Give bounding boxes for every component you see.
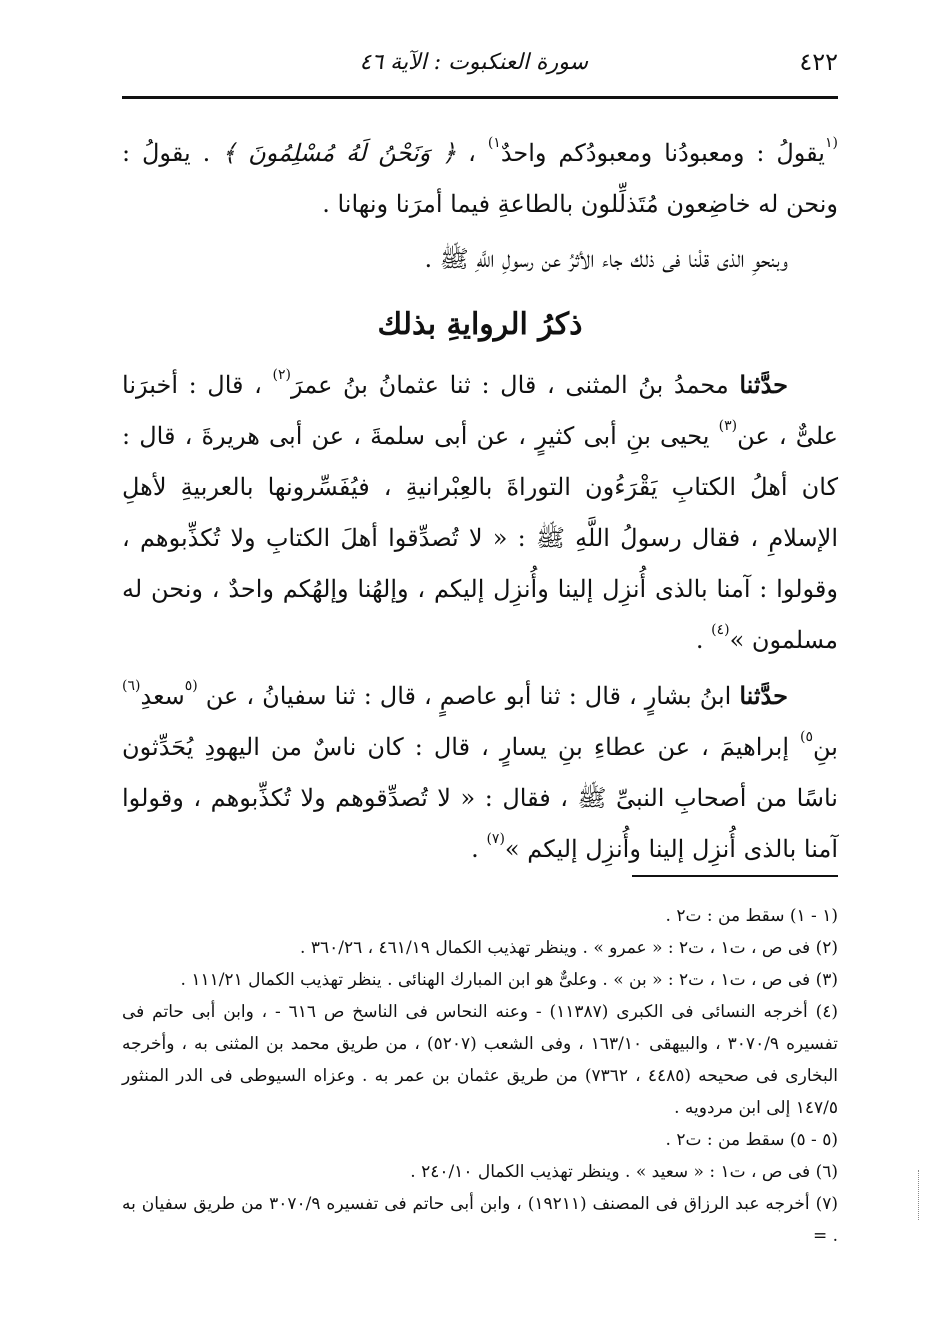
text-span: يحيى بنِ أبى كثيرٍ ، عن أبى سلمةَ ، عن أبى هريرةَ ، قال : كان أهلُ الكتابِ يَقْرَءُون التوراةَ بالعِبْرانيةِ ، فيُفَسِّرونها بالعربيةِ لأهلِ الإسلامِ ، فقال رسولُ اللَّهِ ﷺ : « لا تُصدِّقوا أهلَ الكتابِ ولا تُكذِّبوهم ، وقولوا : آمنا بالذى أُنزِل إلينا وأُنزِل إليكم ، وإلهُنا وإلهُكم واحدٌ ، ونحن له مسلمون » <box>122 422 838 654</box>
text-span: . <box>695 626 704 654</box>
footnote-7: (٧) أخرجه عبد الرزاق فى المصنف (١٩٢١١) ، وابن أبى حاتم فى تفسيره ٣٠٧٠/٩ من طريق سفيان به . = <box>122 1194 838 1246</box>
footnotes <box>122 900 838 1252</box>
footnote-marker: (٦) <box>122 678 141 694</box>
footnote-marker: (٢) <box>272 367 291 383</box>
text-span: ، قال : أخبرَنا علىٌّ ، عن <box>122 371 838 450</box>
footnote-4: (٤) أخرجه النسائى فى الكبرى (١١٣٨٧) - وعنه النحاس فى الناسخ ص ٦١٦ - ، وابن أبى حاتم فى تفسيره ٣٠٧٠/٩ ، والبيهقى ١٦٣/١٠ ، وفى الشعب (٥٢٠٧) ، من طريق محمد بن المثنى به ، وأخرجه البخارى فى صحيحه (٤٤٨٥ ، ٧٣٦٢) من طريق عثمان بن عمر به . وعزاه السيوطى فى الدر المنثور ١٤٧/٥ إلى ابن مردويه . <box>122 1002 839 1118</box>
text-span: سعدِ <box>140 682 185 710</box>
footnote-marker: (٣) <box>718 418 738 434</box>
footnote-6: (٦) فى ص ، ت١ : « سعيد » . وينظر تهذيب الكمال ٢٤٠/١٠ . <box>410 1162 838 1182</box>
running-title: سورة العنكبوت : الآية ٤٦ <box>359 50 588 75</box>
footnote-1: (١ - ١) سقط من : ت٢ . <box>665 906 838 926</box>
footnote-marker: (١ <box>825 135 838 151</box>
margin-mark <box>918 1170 920 1220</box>
footnote-marker: (٧) <box>486 831 505 847</box>
page-header <box>122 48 838 84</box>
footnote-2: (٢) فى ص ، ت١ ، ت٢ : « عمرو » . وينظر تهذيب الكمال ٤٦١/١٩ ، ٣٦٠/٢٦ . <box>300 938 838 958</box>
footnote-marker: ٥) <box>800 729 814 745</box>
text-span: . <box>471 835 479 863</box>
footnote-3: (٣) فى ص ، ت١ ، ت٢ : « بن » . وعلىٌّ هو ابن المبارك الهنائى . ينظر تهذيب الكمال ١١١/٢١ . <box>180 970 838 990</box>
paragraph-3 <box>122 359 838 666</box>
text-span: إبراهيمَ ، عن عطاءِ بنِ يسارٍ ، قال : كان ناسٌ من اليهودِ يُحَدِّثون ناسًا من أصحابِ النبىِّ ﷺ ، فقال : « لا تُصدِّقوهم ولا تُكذِّبوهم ، وقولوا آمنا بالذى أُنزِل إلينا وأُنزِل إليكم » <box>122 733 838 863</box>
section-heading: ذكرُ الروايةِ بذلك <box>377 307 583 342</box>
footnote-5: (٥ - ٥) سقط من : ت٢ . <box>665 1130 838 1150</box>
text-span: بنِ <box>813 733 838 761</box>
footnote-marker: ١) <box>487 135 501 151</box>
text-span: . يقولُ : ونحن له خاضِعون مُتَذلِّلون بالطاعةِ فيما أمرَنا ونهانا . <box>122 139 838 218</box>
footnote-marker: (٤) <box>711 622 730 638</box>
main-text <box>122 128 838 875</box>
hadith-lead: حدَّثنا <box>739 370 788 399</box>
paragraph-4 <box>122 670 838 875</box>
text-span: ابنُ بشارٍ ، قال : ثنا أبو عاصمٍ ، قال : ثنا سفيانُ ، عن <box>205 682 732 710</box>
paragraph-1: $^{(١}$يقولُ : ومعبودُنا ومعبودُكم واحدٌ$^{١)}$ ، ﴿ وَنَحْنُ لَهُ مُسْلِمُونَ ﴾ . يقولُ : ونحن له خاضِعون مُتَذلِّلون بالطاعةِ فيما أمرَنا ونهانا . <box>122 135 838 218</box>
page-number: ٤٢٢ <box>799 48 838 76</box>
text-span: يقولُ : ومعبودُنا ومعبودُكم واحدٌ <box>500 139 825 167</box>
quran-verse: ﴿ وَنَحْنُ لَهُ مُسْلِمُونَ ﴾ <box>222 139 457 167</box>
hadith-lead: حدَّثنا <box>739 681 788 710</box>
text-span: محمدُ بنُ المثنى ، قال : ثنا عثمانُ بنُ عمرَ <box>290 371 729 399</box>
footnote-marker: (٥ <box>184 678 198 694</box>
footnote-rule <box>632 875 838 877</box>
paragraph-2: وبنحوِ الذى قلْنا فى ذلك جاء الأثرُ عن رسولِ اللَّهِ ﷺ . <box>424 245 788 273</box>
header-rule <box>122 96 838 99</box>
